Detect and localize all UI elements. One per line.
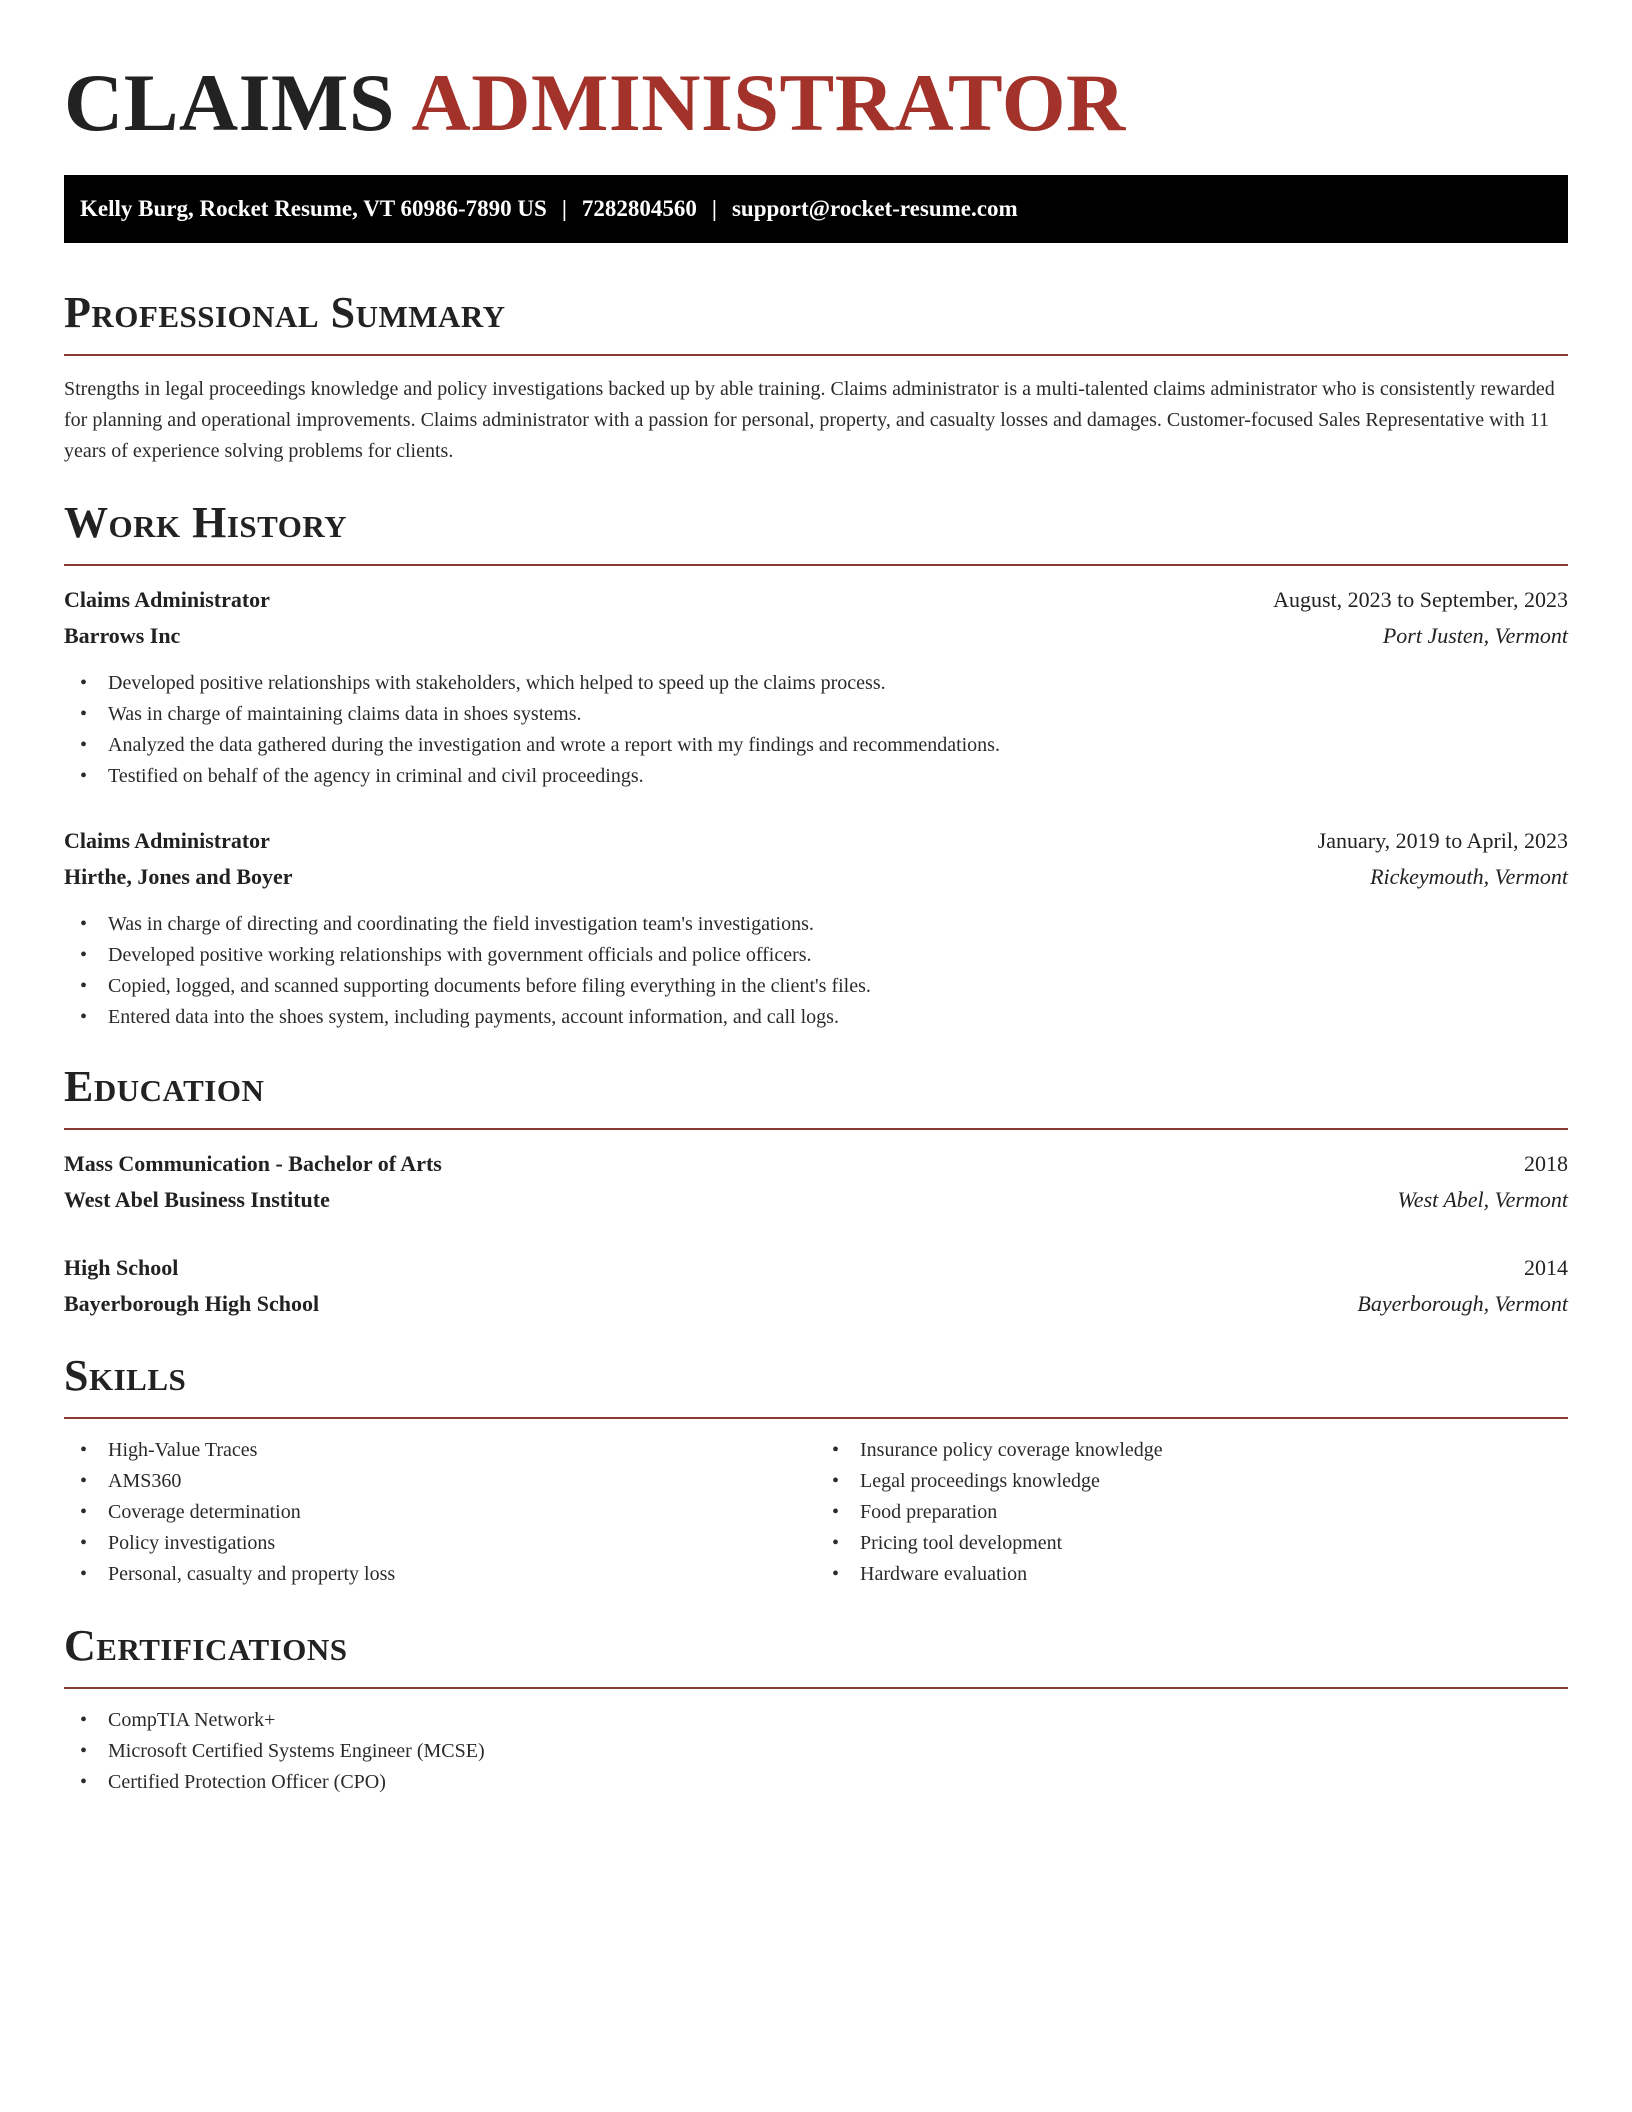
- list-item: [80, 909, 1568, 940]
- summary-section: [64, 287, 1568, 467]
- education-degree-row: [64, 1146, 1568, 1182]
- job-location: Rickeymouth, Vermont: [1370, 864, 1568, 889]
- section-divider: [64, 1417, 1568, 1419]
- skills-list-right: [816, 1435, 1568, 1590]
- bullet-marker: •: [80, 913, 88, 935]
- title-part-2: ADMINISTRATOR: [411, 57, 1126, 148]
- bullet-marker: •: [832, 1532, 840, 1554]
- summary-heading: Professional Summary: [64, 288, 506, 337]
- job-title: Claims Administrator: [64, 828, 270, 853]
- list-item: [80, 1559, 816, 1590]
- job-company-row: [64, 859, 1568, 895]
- contact-phone: 7282804560: [581, 196, 697, 221]
- list-item: [80, 1497, 816, 1528]
- education-year: 2014: [1524, 1255, 1568, 1280]
- education-school-row: [64, 1182, 1568, 1218]
- contact-separator: |: [561, 196, 567, 221]
- list-item: [80, 971, 1568, 1002]
- skill-text: Legal proceedings knowledge: [860, 1470, 1100, 1492]
- list-item: [80, 1528, 816, 1559]
- job-entry: [64, 823, 1568, 1033]
- bullet-marker: •: [80, 703, 88, 725]
- education-location: Bayerborough, Vermont: [1357, 1291, 1568, 1316]
- education-school: Bayerborough High School: [64, 1291, 320, 1316]
- list-item: [80, 730, 1568, 761]
- skills-grid: [64, 1435, 1568, 1590]
- bullet-marker: •: [80, 1740, 88, 1762]
- skills-section: [64, 1350, 1568, 1590]
- job-bullet-text: Developed positive working relationships with government officials and police officers.: [108, 944, 812, 966]
- bullet-marker: •: [80, 975, 88, 997]
- contact-separator: |: [711, 196, 717, 221]
- bullet-marker: •: [832, 1501, 840, 1523]
- list-item: [80, 1736, 1568, 1767]
- contact-bar: [64, 175, 1568, 243]
- education-entry: [64, 1146, 1568, 1218]
- section-divider: [64, 1687, 1568, 1689]
- list-item: [832, 1559, 1568, 1590]
- bullet-marker: •: [832, 1470, 840, 1492]
- list-item: [80, 1767, 1568, 1798]
- certifications-heading: Certifications: [64, 1621, 348, 1670]
- list-item: [80, 1435, 816, 1466]
- list-item: [832, 1497, 1568, 1528]
- education-degree: Mass Communication - Bachelor of Arts: [64, 1151, 442, 1176]
- work-heading: Work History: [64, 498, 348, 547]
- job-bullet-text: Was in charge of maintaining claims data in shoes systems.: [108, 703, 582, 725]
- job-bullets: [64, 668, 1568, 792]
- list-item: [80, 761, 1568, 792]
- bullet-marker: •: [80, 1006, 88, 1028]
- education-entry: [64, 1250, 1568, 1322]
- skills-list-left: [64, 1435, 816, 1590]
- certification-text: Certified Protection Officer (CPO): [108, 1771, 386, 1793]
- bullet-marker: •: [80, 734, 88, 756]
- contact-address: Kelly Burg, Rocket Resume, VT 60986-7890 US: [80, 196, 547, 221]
- education-year: 2018: [1524, 1151, 1568, 1176]
- bullet-marker: •: [80, 1532, 88, 1554]
- job-bullet-text: Testified on behalf of the agency in criminal and civil proceedings.: [108, 765, 644, 787]
- list-item: [832, 1435, 1568, 1466]
- bullet-marker: •: [80, 1501, 88, 1523]
- skill-text: Hardware evaluation: [860, 1563, 1028, 1585]
- education-heading: Education: [64, 1062, 265, 1111]
- job-bullet-text: Entered data into the shoes system, including payments, account information, and call logs.: [108, 1006, 839, 1028]
- title-part-1: CLAIMS: [64, 57, 396, 148]
- skill-text: Personal, casualty and property loss: [108, 1563, 396, 1585]
- list-item: [832, 1466, 1568, 1497]
- certifications-list: [64, 1705, 1568, 1798]
- skills-heading: Skills: [64, 1351, 187, 1400]
- list-item: [80, 1002, 1568, 1033]
- certifications-section: [64, 1620, 1568, 1798]
- job-bullets: [64, 909, 1568, 1033]
- skill-text: AMS360: [108, 1470, 182, 1492]
- job-location: Port Justen, Vermont: [1382, 623, 1568, 648]
- bullet-marker: •: [832, 1439, 840, 1461]
- skill-text: Pricing tool development: [860, 1532, 1063, 1554]
- job-bullet-text: Copied, logged, and scanned supporting documents before filing everything in the client's files.: [108, 975, 871, 997]
- summary-text: Strengths in legal proceedings knowledge and policy investigations backed up by able training. Claims administrator is a multi-talented claims administrator who is consistently rewarded for planning and operational improvements. Claims administrator with a passion for personal, property, and casualty losses and damages. Customer-focused Sales Representative with 11 years of experience solving problems for clients.: [64, 378, 1555, 462]
- work-section: [64, 497, 1568, 1033]
- bullet-marker: •: [80, 1439, 88, 1461]
- certification-text: Microsoft Certified Systems Engineer (MCSE): [108, 1740, 485, 1762]
- education-degree-row: [64, 1250, 1568, 1286]
- job-bullet-text: Developed positive relationships with stakeholders, which helped to speed up the claims process.: [108, 672, 886, 694]
- job-bullet-text: Was in charge of directing and coordinating the field investigation team's investigations.: [108, 913, 814, 935]
- bullet-marker: •: [80, 1470, 88, 1492]
- list-item: [80, 1466, 816, 1497]
- section-divider: [64, 354, 1568, 356]
- resume-title: [64, 55, 1568, 151]
- list-item: [80, 668, 1568, 699]
- list-item: [80, 940, 1568, 971]
- education-degree: High School: [64, 1255, 179, 1280]
- skill-text: Policy investigations: [108, 1532, 276, 1554]
- job-title-row: [64, 823, 1568, 859]
- job-bullet-text: Analyzed the data gathered during the investigation and wrote a report with my findings and recommendations.: [108, 734, 1000, 756]
- certification-text: CompTIA Network+: [108, 1709, 276, 1731]
- skill-text: Food preparation: [860, 1501, 998, 1523]
- contact-email: support@rocket-resume.com: [731, 196, 1018, 221]
- job-company: Barrows Inc: [64, 623, 181, 648]
- skill-text: Coverage determination: [108, 1501, 301, 1523]
- education-location: West Abel, Vermont: [1397, 1187, 1568, 1212]
- bullet-marker: •: [80, 1709, 88, 1731]
- job-company-row: [64, 618, 1568, 654]
- bullet-marker: •: [80, 1771, 88, 1793]
- section-divider: [64, 1128, 1568, 1130]
- list-item: [80, 1705, 1568, 1736]
- bullet-marker: •: [80, 672, 88, 694]
- skill-text: High-Value Traces: [108, 1439, 258, 1461]
- list-item: [832, 1528, 1568, 1559]
- bullet-marker: •: [80, 944, 88, 966]
- job-company: Hirthe, Jones and Boyer: [64, 864, 293, 889]
- education-school-row: [64, 1286, 1568, 1322]
- job-title: Claims Administrator: [64, 587, 270, 612]
- list-item: [80, 699, 1568, 730]
- job-title-row: [64, 582, 1568, 618]
- job-dates: January, 2019 to April, 2023: [1317, 828, 1568, 853]
- skill-text: Insurance policy coverage knowledge: [860, 1439, 1163, 1461]
- bullet-marker: •: [832, 1563, 840, 1585]
- job-dates: August, 2023 to September, 2023: [1273, 587, 1568, 612]
- education-school: West Abel Business Institute: [64, 1187, 330, 1212]
- education-section: [64, 1061, 1568, 1322]
- section-divider: [64, 564, 1568, 566]
- bullet-marker: •: [80, 765, 88, 787]
- bullet-marker: •: [80, 1563, 88, 1585]
- job-entry: [64, 582, 1568, 792]
